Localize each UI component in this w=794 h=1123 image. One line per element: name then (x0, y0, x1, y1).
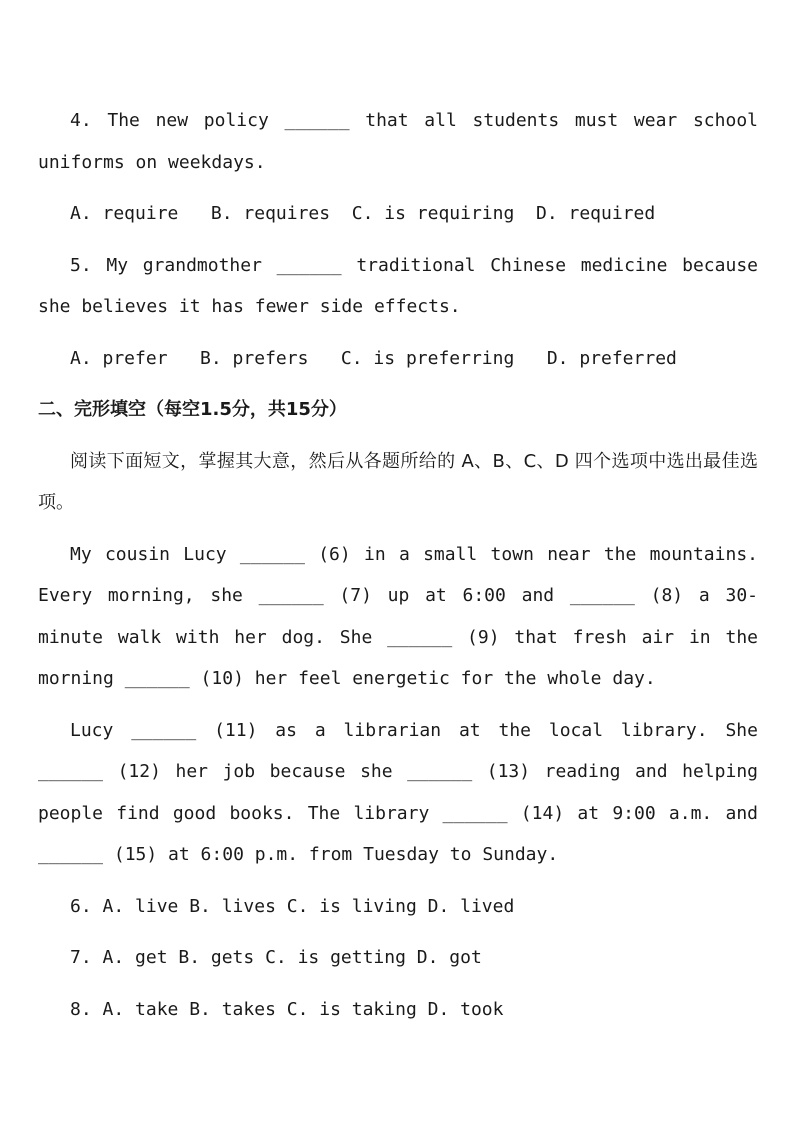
question-5-options: A. prefer B. prefers C. is preferring D. preferred (70, 347, 677, 369)
document-page (38, 100, 758, 1030)
section-instruction: 阅读下面短文，掌握其大意，然后从各题所给的 A、B、C、D 四个选项中选出最佳选项。 (38, 450, 758, 513)
question-7-choices: 7. A. get B. gets C. is getting D. got (70, 947, 482, 968)
question-4-options: A. require B. requires C. is requiring D. required (70, 203, 656, 224)
question-6-choices: 6. A. live B. lives C. is living D. lived (70, 895, 515, 917)
question-4-stem: 4. The new policy ______ that all students must wear school uniforms on weekdays. (38, 110, 758, 173)
passage-paragraph-2: Lucy ______ (11) as a librarian at the local library. She ______ (12) her job because she ______ (13) reading and helping people find good books. The library ______ (14) at 9:00 a.m. and ______ (15) at 6:00 p.m. from Tuesday to Sunday. (38, 719, 758, 865)
passage-paragraph-1: My cousin Lucy ______ (6) in a small town near the mountains. Every morning, she ______ (7) up at 6:00 and ______ (8) a 30-minute walk with her dog. She ______ (9) that fresh air in the morning ______ (10) her feel energetic for the whole day. (38, 543, 758, 689)
question-8-choices: 8. A. take B. takes C. is taking D. took (70, 998, 504, 1020)
section-heading: 二、完形填空（每空1.5分，共15分） (38, 399, 347, 420)
question-5-stem: 5. My grandmother ______ traditional Chinese medicine because she believes it has fewer side effects. (38, 254, 758, 317)
